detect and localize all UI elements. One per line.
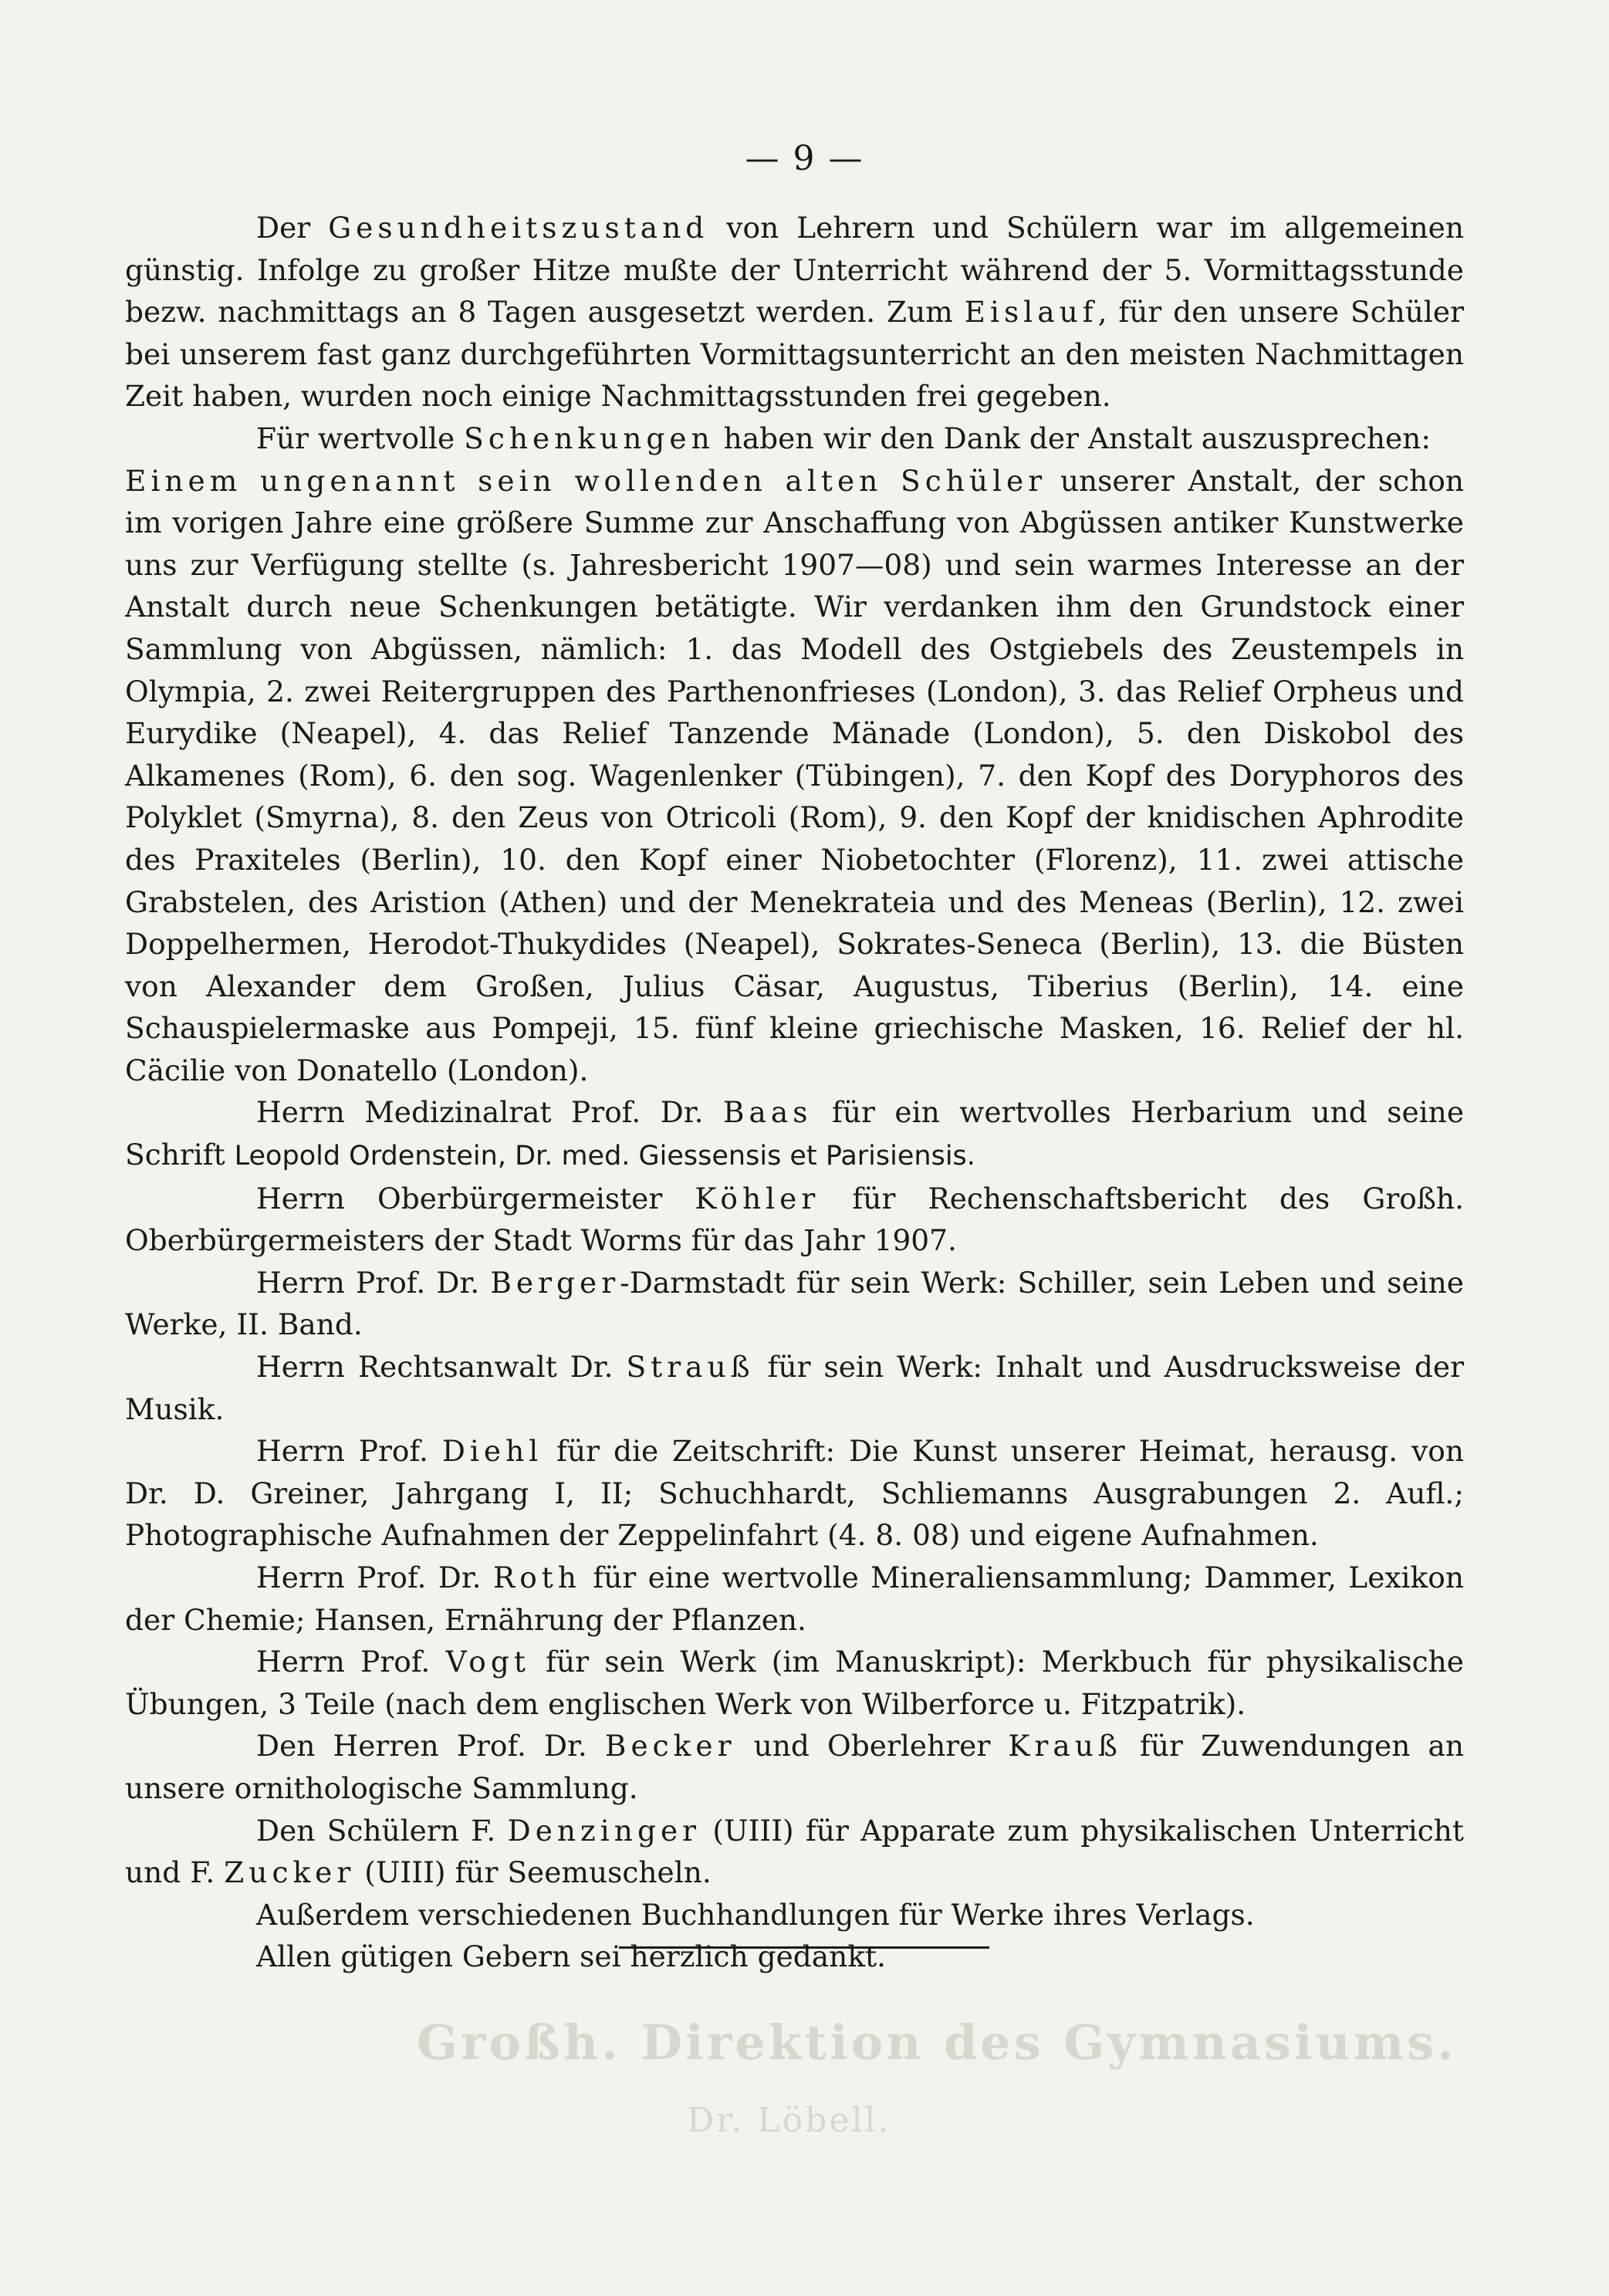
donor-name: Strauß xyxy=(626,1350,755,1385)
donor-name: Denzinger xyxy=(507,1813,701,1848)
paragraph-becker-krauss xyxy=(125,1725,1464,1809)
body-text xyxy=(125,207,1464,1978)
bleed-through-signature: Großh. Direktion des Gymnasiums. xyxy=(417,2014,1457,2071)
text-run: Herrn Prof. Dr. xyxy=(256,1561,493,1594)
emphasized-term: Einem ungenannt sein wollenden alten Schüler xyxy=(125,463,1047,498)
text-run: Für wertvolle xyxy=(256,421,465,455)
donor-name: Köhler xyxy=(695,1181,820,1216)
emphasized-term: Schenkungen xyxy=(464,421,715,455)
paragraph-students xyxy=(125,1810,1464,1894)
text-run: für ein wertvolles Herbarium und seine Schrift xyxy=(125,1095,1465,1172)
donor-name: Roth xyxy=(492,1561,581,1594)
emphasized-term: Eislauf xyxy=(964,295,1098,330)
text-run: für Zuwendungen an unsere ornithologische Sammlung. xyxy=(125,1729,1464,1805)
text-run: Herrn Prof. xyxy=(256,1645,446,1679)
paragraph-bookshops xyxy=(125,1894,1464,1936)
text-run: Herrn Prof. xyxy=(256,1434,442,1469)
paragraph-health xyxy=(125,207,1464,418)
donor-name: Diehl xyxy=(441,1434,543,1469)
latin-title: Leopold Ordenstein, Dr. med. Giessensis et Parisiensis. xyxy=(234,1141,975,1172)
text-run: unserer Anstalt, der schon im vorigen Jahre eine größere Summe zur Anschaffung von Abgüssen antiker Kunstwerke uns zur Verfügung stellte (s. Jahresbericht 1907—08) und sein warmes Interesse an der Anstalt durch neue Schenkungen betätigte. Wir verdanken ihm den Grundstock einer Sammlung von Abgüssen, nämlich: 1. das Modell des Ostgiebels des Zeustempels in Olympia, 2. zwei Reitergruppen des Parthenonfrieses (London), 3. das Relief Orpheus und Eurydike (Neapel), 4. das Relief Tanzende Mänade (London), 5. den Diskobol des Alkamenes (Rom), 6. den sog. Wagenlenker (Tübingen), 7. den Kopf des Doryphoros des Polyklet (Smyrna), 8. den Zeus von Otricoli (Rom), 9. den Kopf der knidischen Aphrodite des Praxiteles (Berlin), 10. den Kopf einer Niobetochter (Florenz), 11. zwei attische Grabstelen, des Aristion (Athen) und der Menekrateia und des Meneas (Berlin), 12. zwei Doppelhermen, Herodot-Thukydides (Neapel), Sokrates-Seneca (Berlin), 13. die Büsten von Alexander dem Großen, Julius Cäsar, Augustus, Tiberius (Berlin), 14. eine Schauspielermaske aus Pompeji, 15. fünf kleine griechische Masken, 16. Relief der hl. Cäcilie von Donatello (London). xyxy=(125,463,1465,1087)
paragraph-vogt xyxy=(125,1641,1464,1725)
text-run: Herrn Rechtsanwalt Dr. xyxy=(256,1350,627,1385)
paragraph-donations-intro xyxy=(125,418,1464,460)
text-run: (UIII) für Seemuscheln. xyxy=(355,1855,712,1890)
text-run: Den Schülern F. xyxy=(256,1813,508,1848)
text-run: für Rechenschaftsbericht des Großh. Oberbürgermeisters der Stadt Worms für das Jahr 1907. xyxy=(125,1181,1464,1258)
donor-name: Vogt xyxy=(445,1645,530,1679)
text-run: Herrn Prof. Dr. xyxy=(256,1265,491,1300)
text-run: (UIII) für Apparate zum physikalischen Unterricht und F. xyxy=(125,1813,1464,1890)
donor-name: Zucker xyxy=(224,1855,356,1890)
paragraph-koehler xyxy=(125,1178,1464,1262)
paragraph-diehl xyxy=(125,1430,1464,1557)
donor-name: Baas xyxy=(722,1095,813,1130)
text-run: Herrn Medizinalrat Prof. Dr. xyxy=(256,1095,723,1130)
emphasized-term: Gesundheitszustand xyxy=(328,211,709,245)
text-run: Allen gütigen Gebern sei herzlich gedankt. xyxy=(256,1939,887,1974)
text-run: Der xyxy=(256,211,329,245)
text-run: von Lehrern und Schülern war im allgemeinen günstig. Infolge zu großer Hitze mußte der Unterricht während der 5. Vormittagsstunde bezw. nachmittags an 8 Tagen ausgesetzt werden. Zum xyxy=(125,211,1464,330)
bleed-through-name: Dr. Löbell. xyxy=(687,2101,891,2140)
divider-rule xyxy=(619,1946,989,1949)
paragraph-anonymous-donor xyxy=(125,460,1464,1092)
text-run: und Oberlehrer xyxy=(735,1729,1009,1763)
paragraph-baas xyxy=(125,1091,1464,1177)
donor-name: Berger xyxy=(490,1265,620,1300)
text-run: Herrn Oberbürgermeister xyxy=(256,1181,695,1216)
text-run: für sein Werk: Inhalt und Ausdrucksweise der Musik. xyxy=(125,1350,1464,1426)
paragraph-thanks xyxy=(125,1936,1464,1978)
text-run: Den Herren Prof. Dr. xyxy=(256,1729,605,1763)
text-run: , für den unsere Schüler bei unserem fast ganz durchgeführten Vormittagsunterricht an den meisten Nachmittagen Zeit haben, wurden noch einige Nachmittagsstunden frei gegeben. xyxy=(125,295,1465,414)
text-run: für eine wertvolle Mineraliensammlung; Dammer, Lexikon der Chemie; Hansen, Ernährung der Pflanzen. xyxy=(125,1561,1464,1637)
text-run: für sein Werk (im Manuskript): Merkbuch für physikalische Übungen, 3 Teile (nach dem englischen Werk von Wilberforce u. Fitzpatrik). xyxy=(125,1645,1464,1721)
donor-name: Krauß xyxy=(1008,1729,1122,1763)
paragraph-berger xyxy=(125,1262,1464,1346)
text-run: haben wir den Dank der Anstalt auszusprechen: xyxy=(714,421,1431,455)
paragraph-strauss xyxy=(125,1346,1464,1430)
page-number: — 9 — xyxy=(745,139,864,178)
text-run: -Darmstadt für sein Werk: Schiller, sein Leben und seine Werke, II. Band. xyxy=(125,1265,1464,1342)
donor-name: Becker xyxy=(604,1729,736,1763)
text-run: Außerdem verschiedenen Buchhandlungen für Werke ihres Verlags. xyxy=(256,1897,1255,1932)
paragraph-roth xyxy=(125,1557,1464,1641)
text-run: für die Zeitschrift: Die Kunst unserer Heimat, herausg. von Dr. D. Greiner, Jahrgang I, II; Schuchhardt, Schliemanns Ausgrabungen 2. Aufl.; Photographische Aufnahmen der Zeppelinfahrt (4. 8. 08) und eigene Aufnahmen. xyxy=(125,1434,1464,1553)
